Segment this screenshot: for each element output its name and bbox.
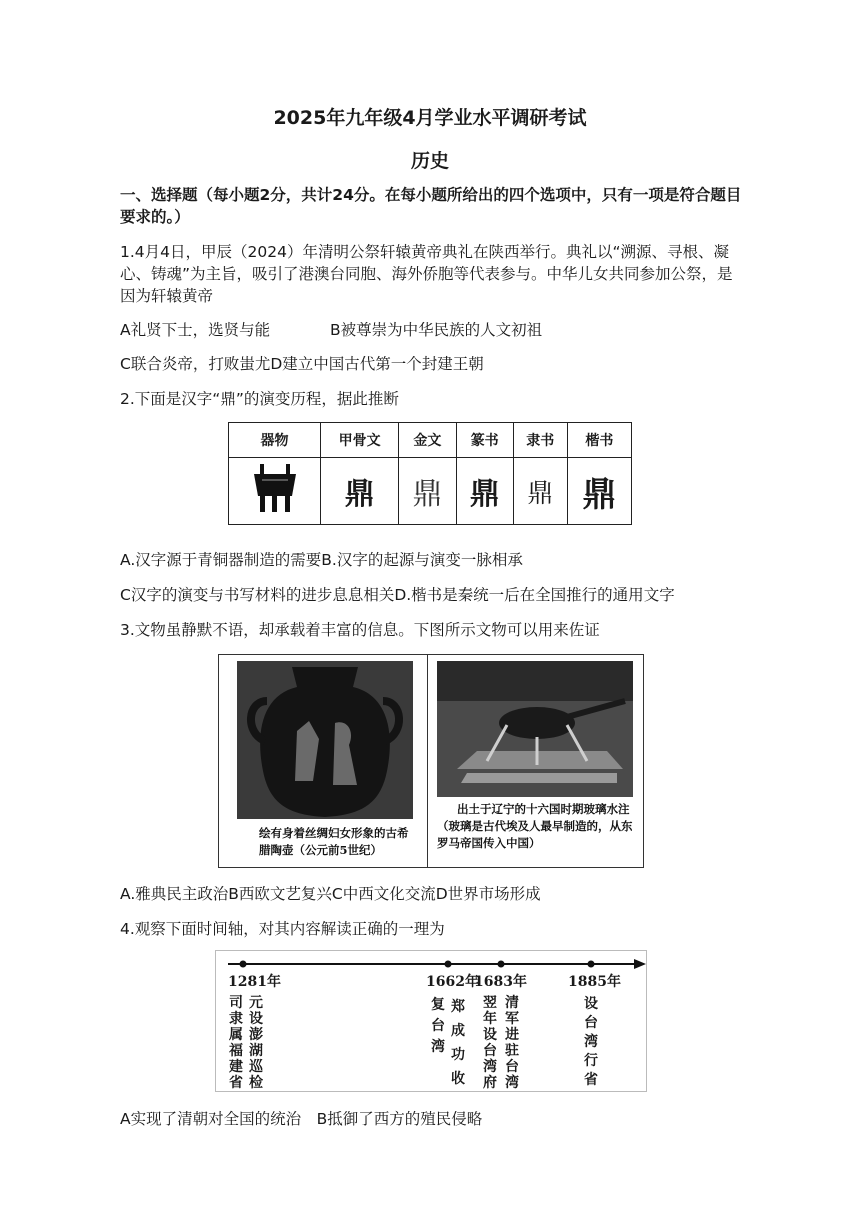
glass-vessel-panel — [429, 655, 643, 867]
regular-script-glyph: 鼎 — [567, 458, 631, 525]
section-header: 一、选择题（每小题2分，共计24分。在每小题所给出的四个选项中，只有一项是符合题目要求的。） — [120, 186, 742, 226]
table-header: 金文 — [399, 423, 456, 458]
oracle-bone-glyph: 鼎 — [321, 458, 399, 525]
q2-stem: 2.下面是汉字“鼎”的演变历程，据此推断 — [120, 390, 399, 408]
q4-option-ab: A实现了清朝对全国的统治 B抵御了西方的殖民侵略 — [120, 1110, 483, 1128]
clerical-script-glyph: 鼎 — [513, 458, 567, 525]
q3-options: A.雅典民主政治B西欧文艺复兴C中西文化交流D世界市场形成 — [120, 885, 541, 903]
taiwan-timeline — [215, 950, 647, 1092]
timeline-1683-col-2: 翌年设台湾府 — [483, 995, 497, 1091]
q2-option-ab: A.汉字源于青铜器制造的需要B.汉字的起源与演变一脉相承 — [120, 551, 523, 569]
artifact-figure — [218, 654, 644, 868]
seal-script-glyph: 鼎 — [456, 458, 513, 525]
bronze-inscription-glyph: 鼎 — [399, 458, 456, 525]
timeline-year-1281: 1281年 — [228, 974, 281, 990]
q1-option-b: B被尊崇为中华民族的人文初祖 — [330, 321, 543, 339]
timeline-year-1683: 1683年 — [474, 974, 527, 990]
timeline-1281-col-2: 司隶属福建省 — [229, 995, 243, 1091]
timeline-1885-col: 设台湾行省 — [584, 996, 598, 1088]
glass-vessel-image — [437, 661, 633, 797]
bronze-ding-image — [229, 458, 321, 525]
timeline-1662-col-1: 郑成功收 — [451, 999, 465, 1087]
table-header: 篆书 — [456, 423, 513, 458]
ding-evolution-table — [228, 422, 632, 525]
q1-option-a: A礼贤下士，选贤与能 — [120, 321, 271, 339]
q3-stem: 3.文物虽静默不语，却承载着丰富的信息。下图所示文物可以用来佐证 — [120, 621, 600, 639]
timeline-1662-col-2: 复台湾 — [431, 997, 445, 1055]
table-header: 隶书 — [513, 423, 567, 458]
q1-option-cd: C联合炎帝，打败蚩尤D建立中国古代第一个封建王朝 — [120, 355, 484, 373]
table-header: 楷书 — [567, 423, 631, 458]
timeline-1683-col-1: 清军进驻台湾 — [505, 995, 519, 1091]
q2-option-cd: C汉字的演变与书写材料的进步息息相关D.楷书是秦统一后在全国推行的通用文字 — [120, 586, 675, 604]
subject-title: 历史 — [410, 150, 449, 172]
q1-stem: 1.4月4日，甲辰（2024）年清明公祭轩辕黄帝典礼在陕西举行。典礼以“溯源、寻根、凝心、铸魂”为主旨，吸引了港澳台同胞、海外侨胞等代表参与。中华儿女共同参加公祭，是因为轩辕黄帝 — [120, 243, 733, 305]
table-header: 器物 — [229, 423, 321, 458]
timeline-year-1662: 1662年 — [426, 974, 479, 990]
table-header: 甲骨文 — [321, 423, 399, 458]
greek-vase-image — [237, 661, 413, 819]
greek-vase-caption: 绘有身着丝绸妇女形象的古希腊陶壶（公元前5世纪） — [259, 826, 409, 857]
exam-title: 2025年九年级4月学业水平调研考试 — [273, 107, 587, 129]
timeline-year-1885: 1885年 — [568, 974, 621, 990]
q4-stem: 4.观察下面时间轴，对其内容解读正确的一理为 — [120, 920, 445, 938]
timeline-1281-col-1: 元设澎湖巡检 — [249, 995, 263, 1091]
glass-vessel-caption: 出土于辽宁的十六国时期玻璃水注（玻璃是古代埃及人最早制造的，从东罗马帝国传入中国） — [437, 802, 633, 850]
greek-vase-panel — [219, 655, 428, 867]
